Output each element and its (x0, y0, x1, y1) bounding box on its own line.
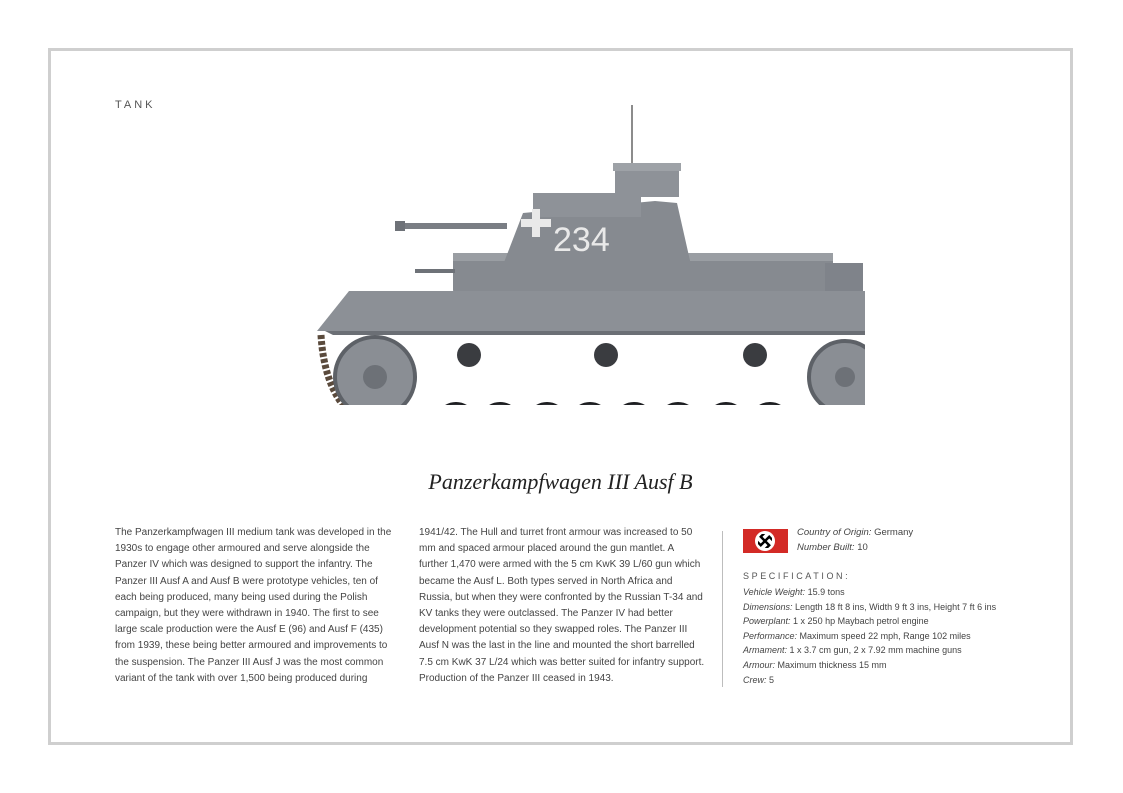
poster-frame (48, 48, 1073, 745)
number-built-label: Number Built: (797, 541, 855, 553)
country-of-origin (797, 526, 913, 541)
vehicle-title: Panzerkampfwagen III Ausf B (428, 469, 693, 494)
tank-illustration (265, 105, 865, 405)
category-label: TANK (115, 99, 156, 111)
flag-emblem-icon (755, 531, 775, 551)
origin-info (797, 526, 913, 555)
country-of-origin-value: Germany (874, 527, 914, 538)
spec-item: Vehicle Weight: 15.9 tons (743, 587, 845, 597)
country-of-origin-label: Country of Origin: (797, 527, 872, 538)
spec-item: Armour: Maximum thickness 15 mm (743, 659, 887, 670)
specification-heading: SPECIFICATION: (743, 571, 851, 581)
spec-item: Armament: 1 x 3.7 cm gun, 2 x 7.92 mm machine guns (743, 645, 962, 656)
spec-item: Dimensions: Length 18 ft 8 ins, Width 9 ft 3 ins, Height 7 ft 6 ins (743, 601, 997, 612)
spec-item: Performance: Maximum speed 22 mph, Range 102 miles (743, 630, 971, 641)
description-column-1: The Panzerkampfwagen III medium tank was developed in the 1930s to engage other armoured and serve alongside the Panzer IV which was designed to support the infantry. The Panzer III Ausf A and Ausf B were prototype vehicles, ten of each being produced, many being used during the Polish campaign, but they were withdrawn in 1940. The first to see large scale production were the Ausf E (96) and Ausf F (435) from 1939, these being better armoured and improvements to the suspension. The Panzer III Ausf J was the most common variant of the tank with over 1,500 being produced during (115, 527, 392, 684)
specification-list (743, 585, 996, 687)
description-column-2: 1941/42. The Hull and turret front armour was increased to 50 mm and spaced armour placed around the gun mantlet. A further 1,470 were armed with the 5 cm KwK 39 L/60 gun which became the Ausf L. Both types served in North Africa and Russia, but when they were confronted by the Russian T-34 and KV tanks they were outclassed. The Panzer IV had better development potential so they swapped roles. The Panzer III Ausf N was the last in the line and mounted the short barrelled 7.5 cm KwK 37 L/24 which was better suited for infantry support. Production of the Panzer III ceased in 1943. (419, 527, 705, 684)
number-built (797, 541, 913, 556)
number-built-value: 10 (857, 541, 868, 553)
column-divider (722, 531, 723, 687)
spec-item: Crew: 5 (743, 674, 775, 685)
spec-item: Powerplant: 1 x 250 hp Maybach petrol engine (743, 616, 929, 627)
hull-number: 234 (553, 221, 610, 259)
country-flag (743, 529, 788, 553)
